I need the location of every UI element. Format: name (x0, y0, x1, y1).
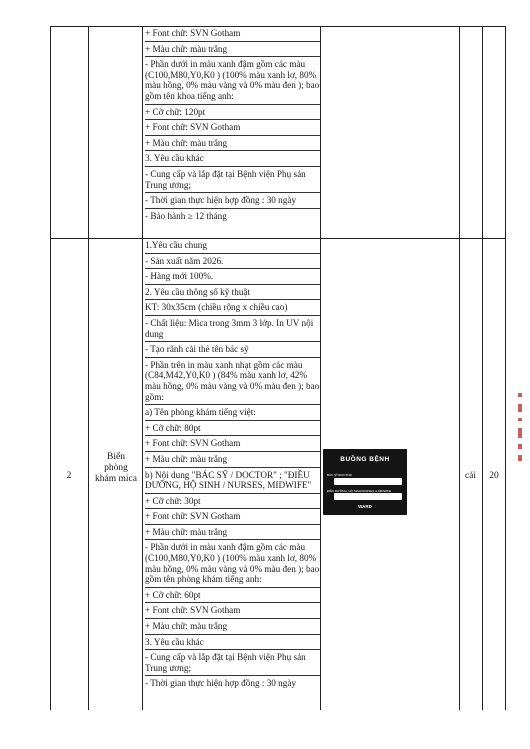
spec-line: + Màu chữ: màu trắng (145, 42, 320, 58)
sign-footer: WARD (358, 504, 372, 509)
margin-stamp-mark (518, 418, 522, 421)
spec-line: - Phần dưới in màu xanh đậm gồm các màu (C100,M80,Y0,K0 ) (100% màu xanh lơ, 80% màu hồng, 0% màu vàng và 0% màu đen ); bao gồm tên khoa tiếng anh: (145, 57, 320, 104)
spec-line: KT: 30x35cm (chiều rộng x chiều cao) (145, 300, 320, 316)
spec-line: + Màu chữ: màu trắng (145, 136, 320, 152)
spec-line: + Font chữ: SVN Gotham (145, 120, 320, 136)
spec-table (50, 26, 506, 710)
spec-line: 3. Yêu cầu khác (145, 151, 320, 167)
spec-line: + Font chữ: SVN Gotham (145, 26, 320, 42)
spec-line: + Màu chữ: màu trắng (145, 452, 320, 468)
spec-line: - Thời gian thực hiện hợp đồng : 30 ngày (145, 678, 297, 689)
sign-nurse-label: ĐIỀU DƯỠNG, HỘ SINH/NURSES & MIDWIFE (327, 489, 391, 493)
spec-line: + Font chữ: SVN Gotham (145, 509, 320, 525)
spec-line: + Font chữ: SVN Gotham (145, 436, 320, 452)
sign-sample-image (323, 449, 407, 515)
spec-line: + Cỡ chữ: 30pt (145, 494, 320, 510)
table-row-continued (50, 26, 506, 238)
margin-stamp-mark (518, 393, 522, 397)
margin-stamp-mark (518, 444, 522, 449)
spec-line: 2. Yêu cầu thông số kỹ thuật (145, 285, 320, 301)
sign-doctor-label: BÁC SỸ/DOCTOR (327, 473, 352, 477)
spec-line: + Cỡ chữ: 80pt (145, 421, 320, 437)
spec-line: 1.Yêu cầu chung (145, 238, 320, 254)
sign-name-slot (334, 493, 402, 500)
sign-title: BUỒNG BỆNH (340, 456, 390, 463)
row-number: 2 (66, 471, 72, 481)
table-row (50, 238, 506, 710)
spec-line: 3. Yêu cầu khác (145, 635, 320, 651)
spec-line: + Cỡ chữ: 60pt (145, 588, 320, 604)
spec-line: - Cung cấp và lắp đặt tại Bệnh viện Phụ sản Trung ương; (145, 167, 320, 193)
unit-cell: cái (464, 471, 477, 481)
spec-line: + Cỡ chữ: 120pt (145, 105, 320, 121)
margin-stamp-mark (518, 428, 522, 438)
sign-name-slot (334, 478, 402, 485)
spec-line: - Chất liệu: Mica trong 3mm 3 lớp. In UV nội dung (145, 316, 320, 342)
spec-line: + Font chữ: SVN Gotham (145, 603, 320, 619)
spec-line: - Thời gian thực hiện hợp đồng : 30 ngày (145, 193, 320, 209)
spec-line: + Màu chữ: màu trắng (145, 525, 320, 541)
spec-list (142, 26, 320, 223)
spec-line: - Cung cấp và lắp đặt tại Bệnh viện Phụ sản Trung ương; (145, 650, 320, 676)
spec-line: - Bảo hành ≥ 12 tháng (145, 210, 227, 221)
quantity-cell: 20 (489, 471, 499, 481)
spec-line: a) Tên phòng khám tiếng việt: (145, 405, 320, 421)
margin-stamp-mark (518, 404, 522, 412)
spec-line: - Hàng mới 100%. (145, 269, 320, 285)
spec-line: - Tạo rãnh cài thẻ tên bác sỹ (145, 342, 320, 358)
spec-line: - Phần dưới in màu xanh đậm gồm các màu (C100,M80,Y0,K0 ) (100% màu xanh lơ, 80% màu hồng, 0% màu vàng và 0% màu đen ); bao gồm tên phòng khám tiếng anh: (145, 540, 320, 587)
spec-list (142, 238, 320, 691)
item-name: Biển phòng khám mica (95, 452, 137, 484)
spec-line: - Sản xuất năm 2026. (145, 254, 320, 270)
spec-line: b) Nội dung "BÁC SỸ / DOCTOR" ; "ĐIỀU DƯỠNG, HỘ SINH / NURSES, MIDWIFE" (145, 468, 320, 494)
spec-line: + Màu chữ: màu trắng (145, 619, 320, 635)
margin-stamp-mark (518, 455, 522, 461)
spec-line: - Phần trên in màu xanh nhạt gồm các màu (C84,M42,Y0,K0 ) (84% màu xanh lơ, 42% màu hồng, 0% màu vàng và 0% màu đen ); bao gồm: (145, 358, 320, 405)
